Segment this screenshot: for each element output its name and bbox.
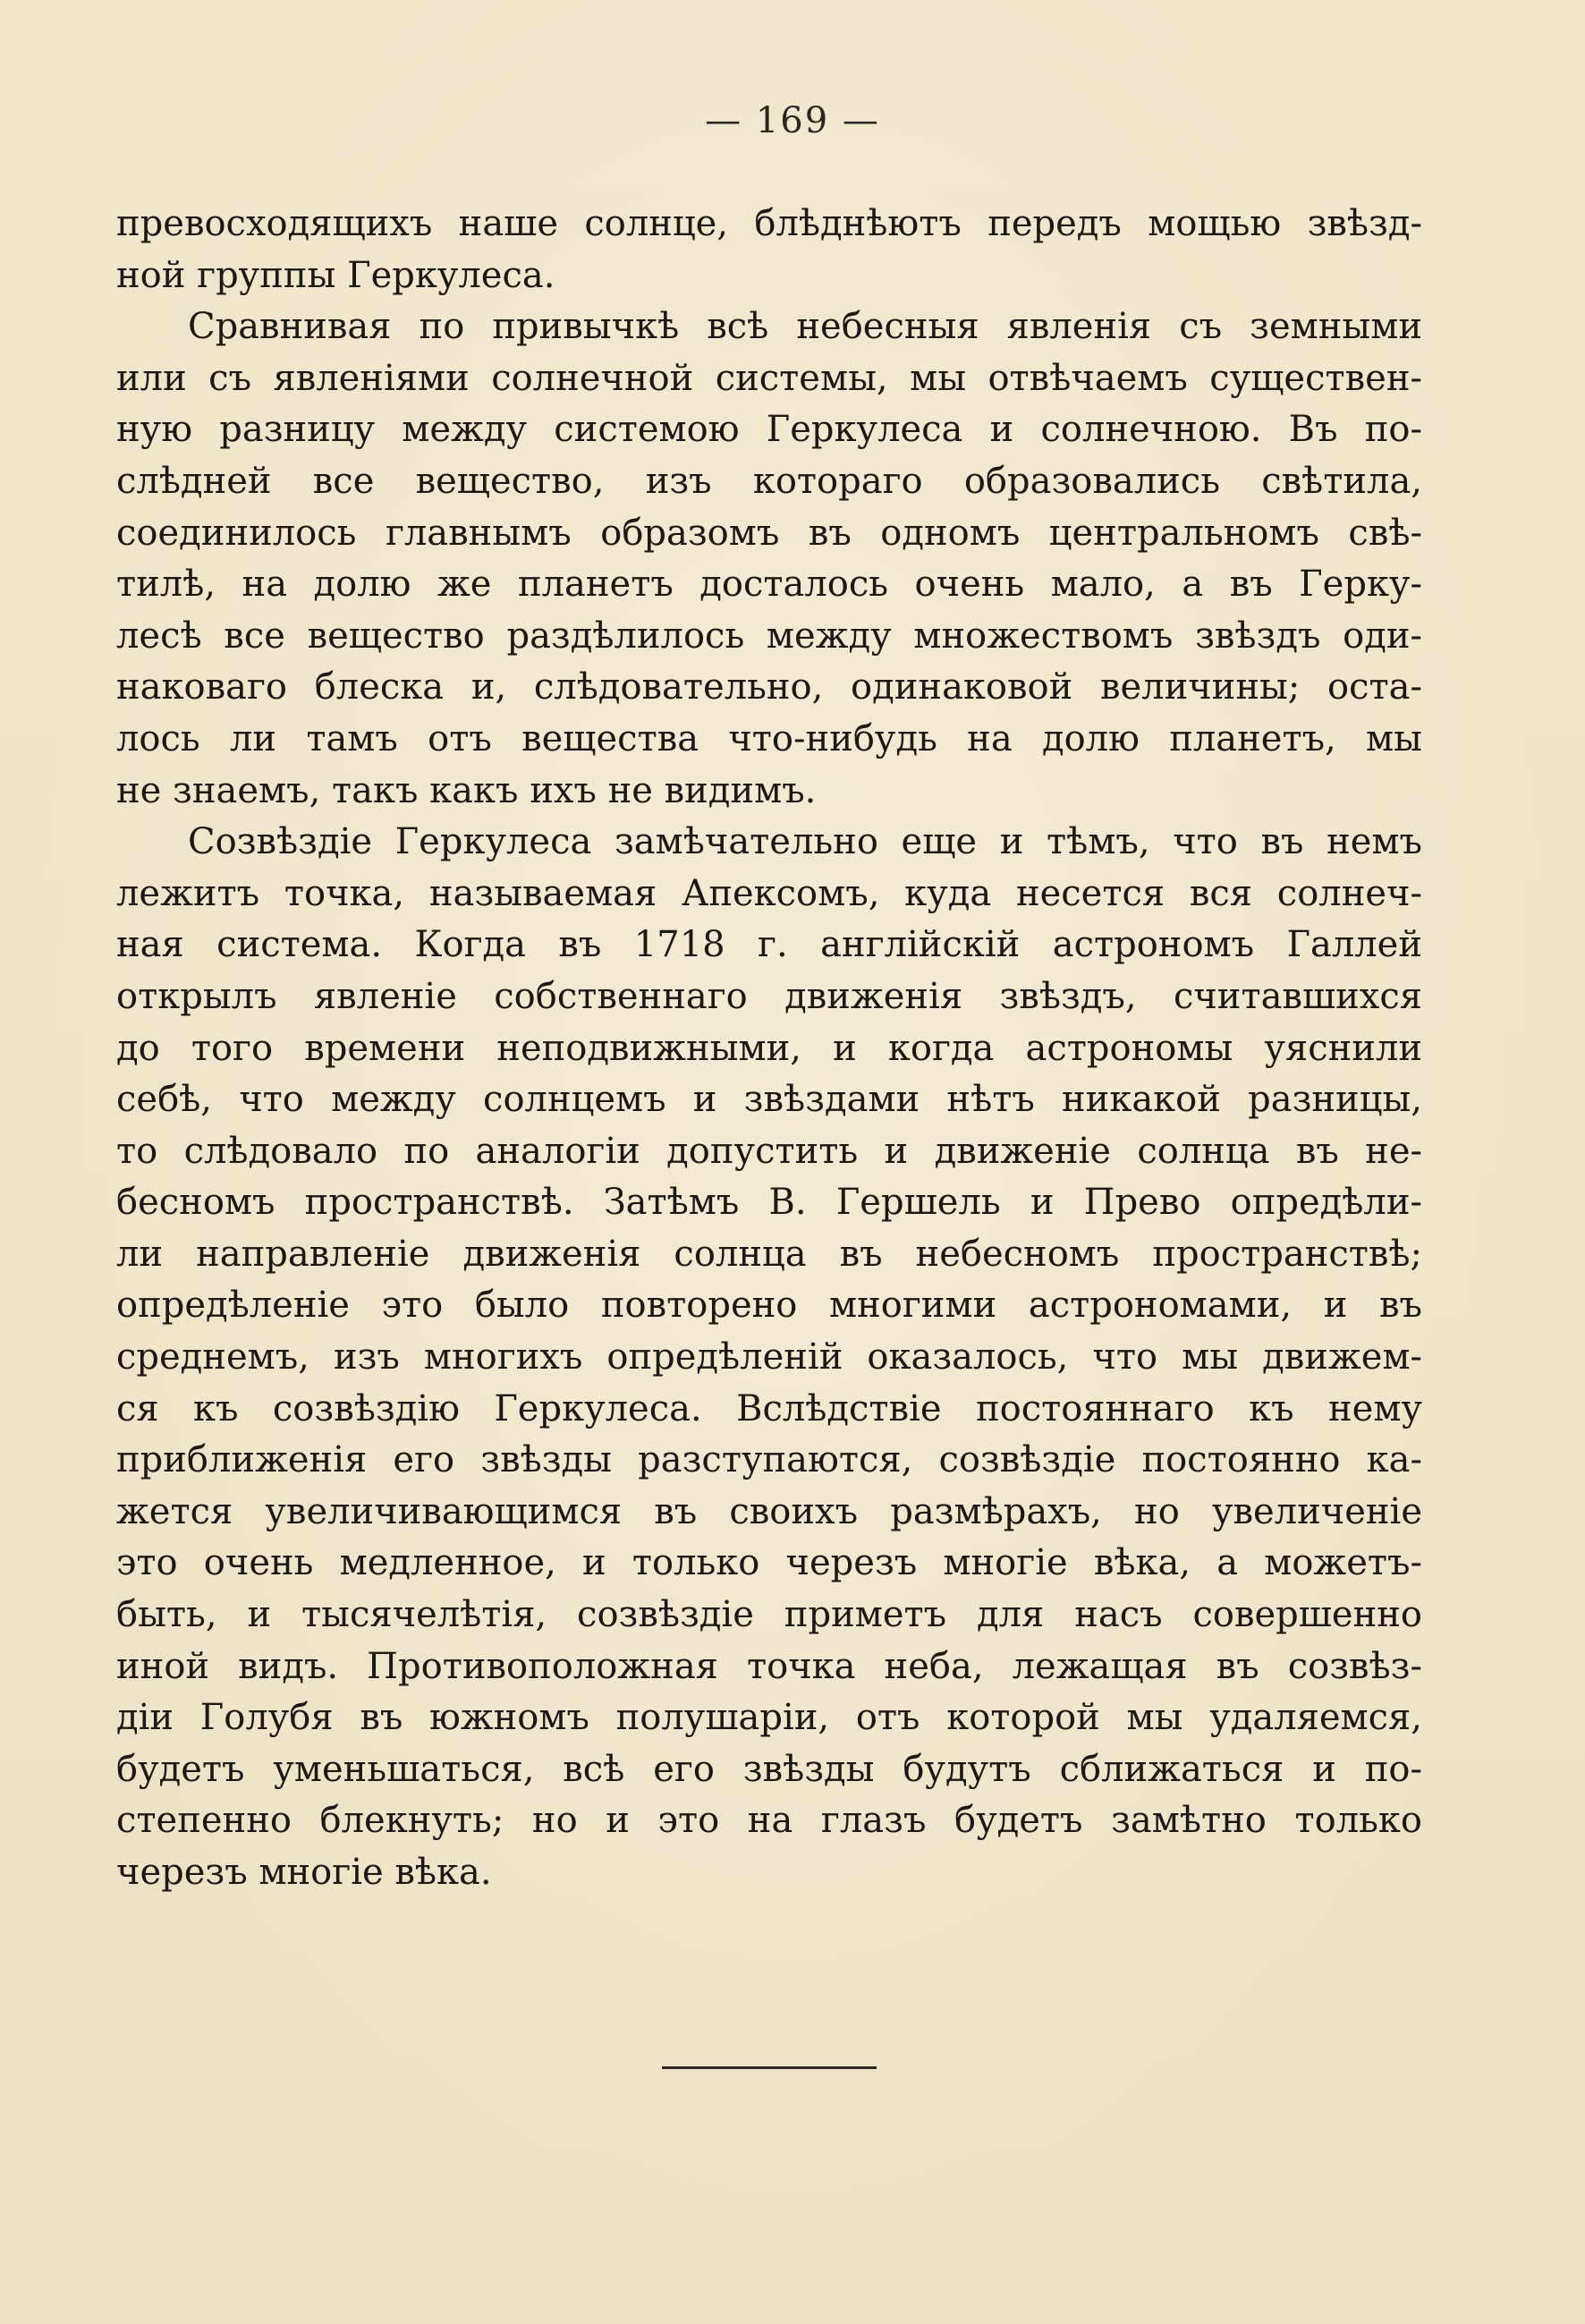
text-line: лось ли тамъ отъ вещества что-нибудь на долю планетъ, мы (116, 717, 1422, 759)
text-line: превосходящихъ наше солнце, блѣднѣютъ передъ мощью звѣзд- (116, 203, 1422, 244)
end-rule-divider (662, 2066, 877, 2069)
text-line: лежитъ точка, называемая Апексомъ, куда несется вся солнеч- (116, 872, 1422, 914)
text-line: это очень медленное, и только черезъ многіе вѣка, а можетъ- (116, 1542, 1422, 1584)
text-line: ся къ созвѣздію Геркулеса. Вслѣдствіе постояннаго къ нему (116, 1387, 1422, 1429)
text-line: среднемъ, изъ многихъ опредѣленій оказалось, что мы движем- (116, 1336, 1422, 1378)
text-line: опредѣленіе это было повторено многими астрономами, и въ (116, 1285, 1422, 1327)
text-line: черезъ многіе вѣка. (116, 1852, 492, 1893)
text-line: не знаемъ, такъ какъ ихъ не видимъ. (116, 769, 817, 811)
text-line: слѣдней все вещество, изъ котораго образовались свѣтила, (116, 460, 1422, 502)
text-line: наковаго блеска и, слѣдовательно, одинаковой величины; оста- (116, 666, 1422, 708)
text-line: быть, и тысячелѣтія, созвѣздіе приметъ для насъ совершенно (116, 1594, 1422, 1636)
text-line: тилѣ, на долю же планетъ досталось очень мало, а въ Герку- (116, 564, 1422, 606)
page-number: — 169 — (705, 100, 880, 141)
text-line: или съ явленіями солнечной системы, мы отвѣчаемъ существен- (116, 357, 1422, 399)
text-line: до того времени неподвижными, и когда астрономы уяснили (116, 1027, 1422, 1069)
text-line: приближенія его звѣзды разступаются, созвѣздіе постоянно ка- (116, 1439, 1422, 1481)
text-line: себѣ, что между солнцемъ и звѣздами нѣтъ никакой разницы, (116, 1079, 1422, 1121)
text-line: то слѣдовало по аналогіи допустить и движеніе солнца въ не- (116, 1130, 1422, 1172)
body-text (116, 199, 1422, 1899)
text-line: иной видъ. Противоположная точка неба, лежащая въ созвѣз- (116, 1645, 1422, 1687)
text-line: степенно блекнуть; но и это на глазъ будетъ замѣтно только (116, 1800, 1422, 1842)
text-line: бесномъ пространствѣ. Затѣмъ В. Гершель и Прево опредѣли- (116, 1182, 1422, 1224)
text-line: ли направленіе движенія солнца въ небесномъ пространствѣ; (116, 1233, 1422, 1275)
text-line: соединилось главнымъ образомъ въ одномъ центральномъ свѣ- (116, 512, 1422, 554)
text-line: ная система. Когда въ 1718 г. англійскій астрономъ Галлей (116, 924, 1422, 966)
text-line: ной группы Геркулеса. (116, 254, 555, 296)
text-line: будетъ уменьшаться, всѣ его звѣзды будутъ сближаться и по- (116, 1748, 1422, 1790)
text-line: лесѣ все вещество раздѣлилось между множествомъ звѣздъ оди- (116, 615, 1422, 657)
text-line: діи Голубя въ южномъ полушаріи, отъ которой мы удаляемся, (116, 1697, 1422, 1739)
text-line: Сравнивая по привычкѣ всѣ небесныя явленія съ земными (188, 306, 1422, 348)
text-line: Созвѣздіе Геркулеса замѣчательно еще и тѣмъ, что въ немъ (188, 821, 1422, 863)
text-line: жется увеличивающимся въ своихъ размѣрахъ, но увеличеніе (116, 1490, 1422, 1532)
text-line: ную разницу между системою Геркулеса и солнечною. Въ по- (116, 409, 1422, 451)
text-line: открылъ явленіе собственнаго движенія звѣздъ, считавшихся (116, 975, 1422, 1017)
